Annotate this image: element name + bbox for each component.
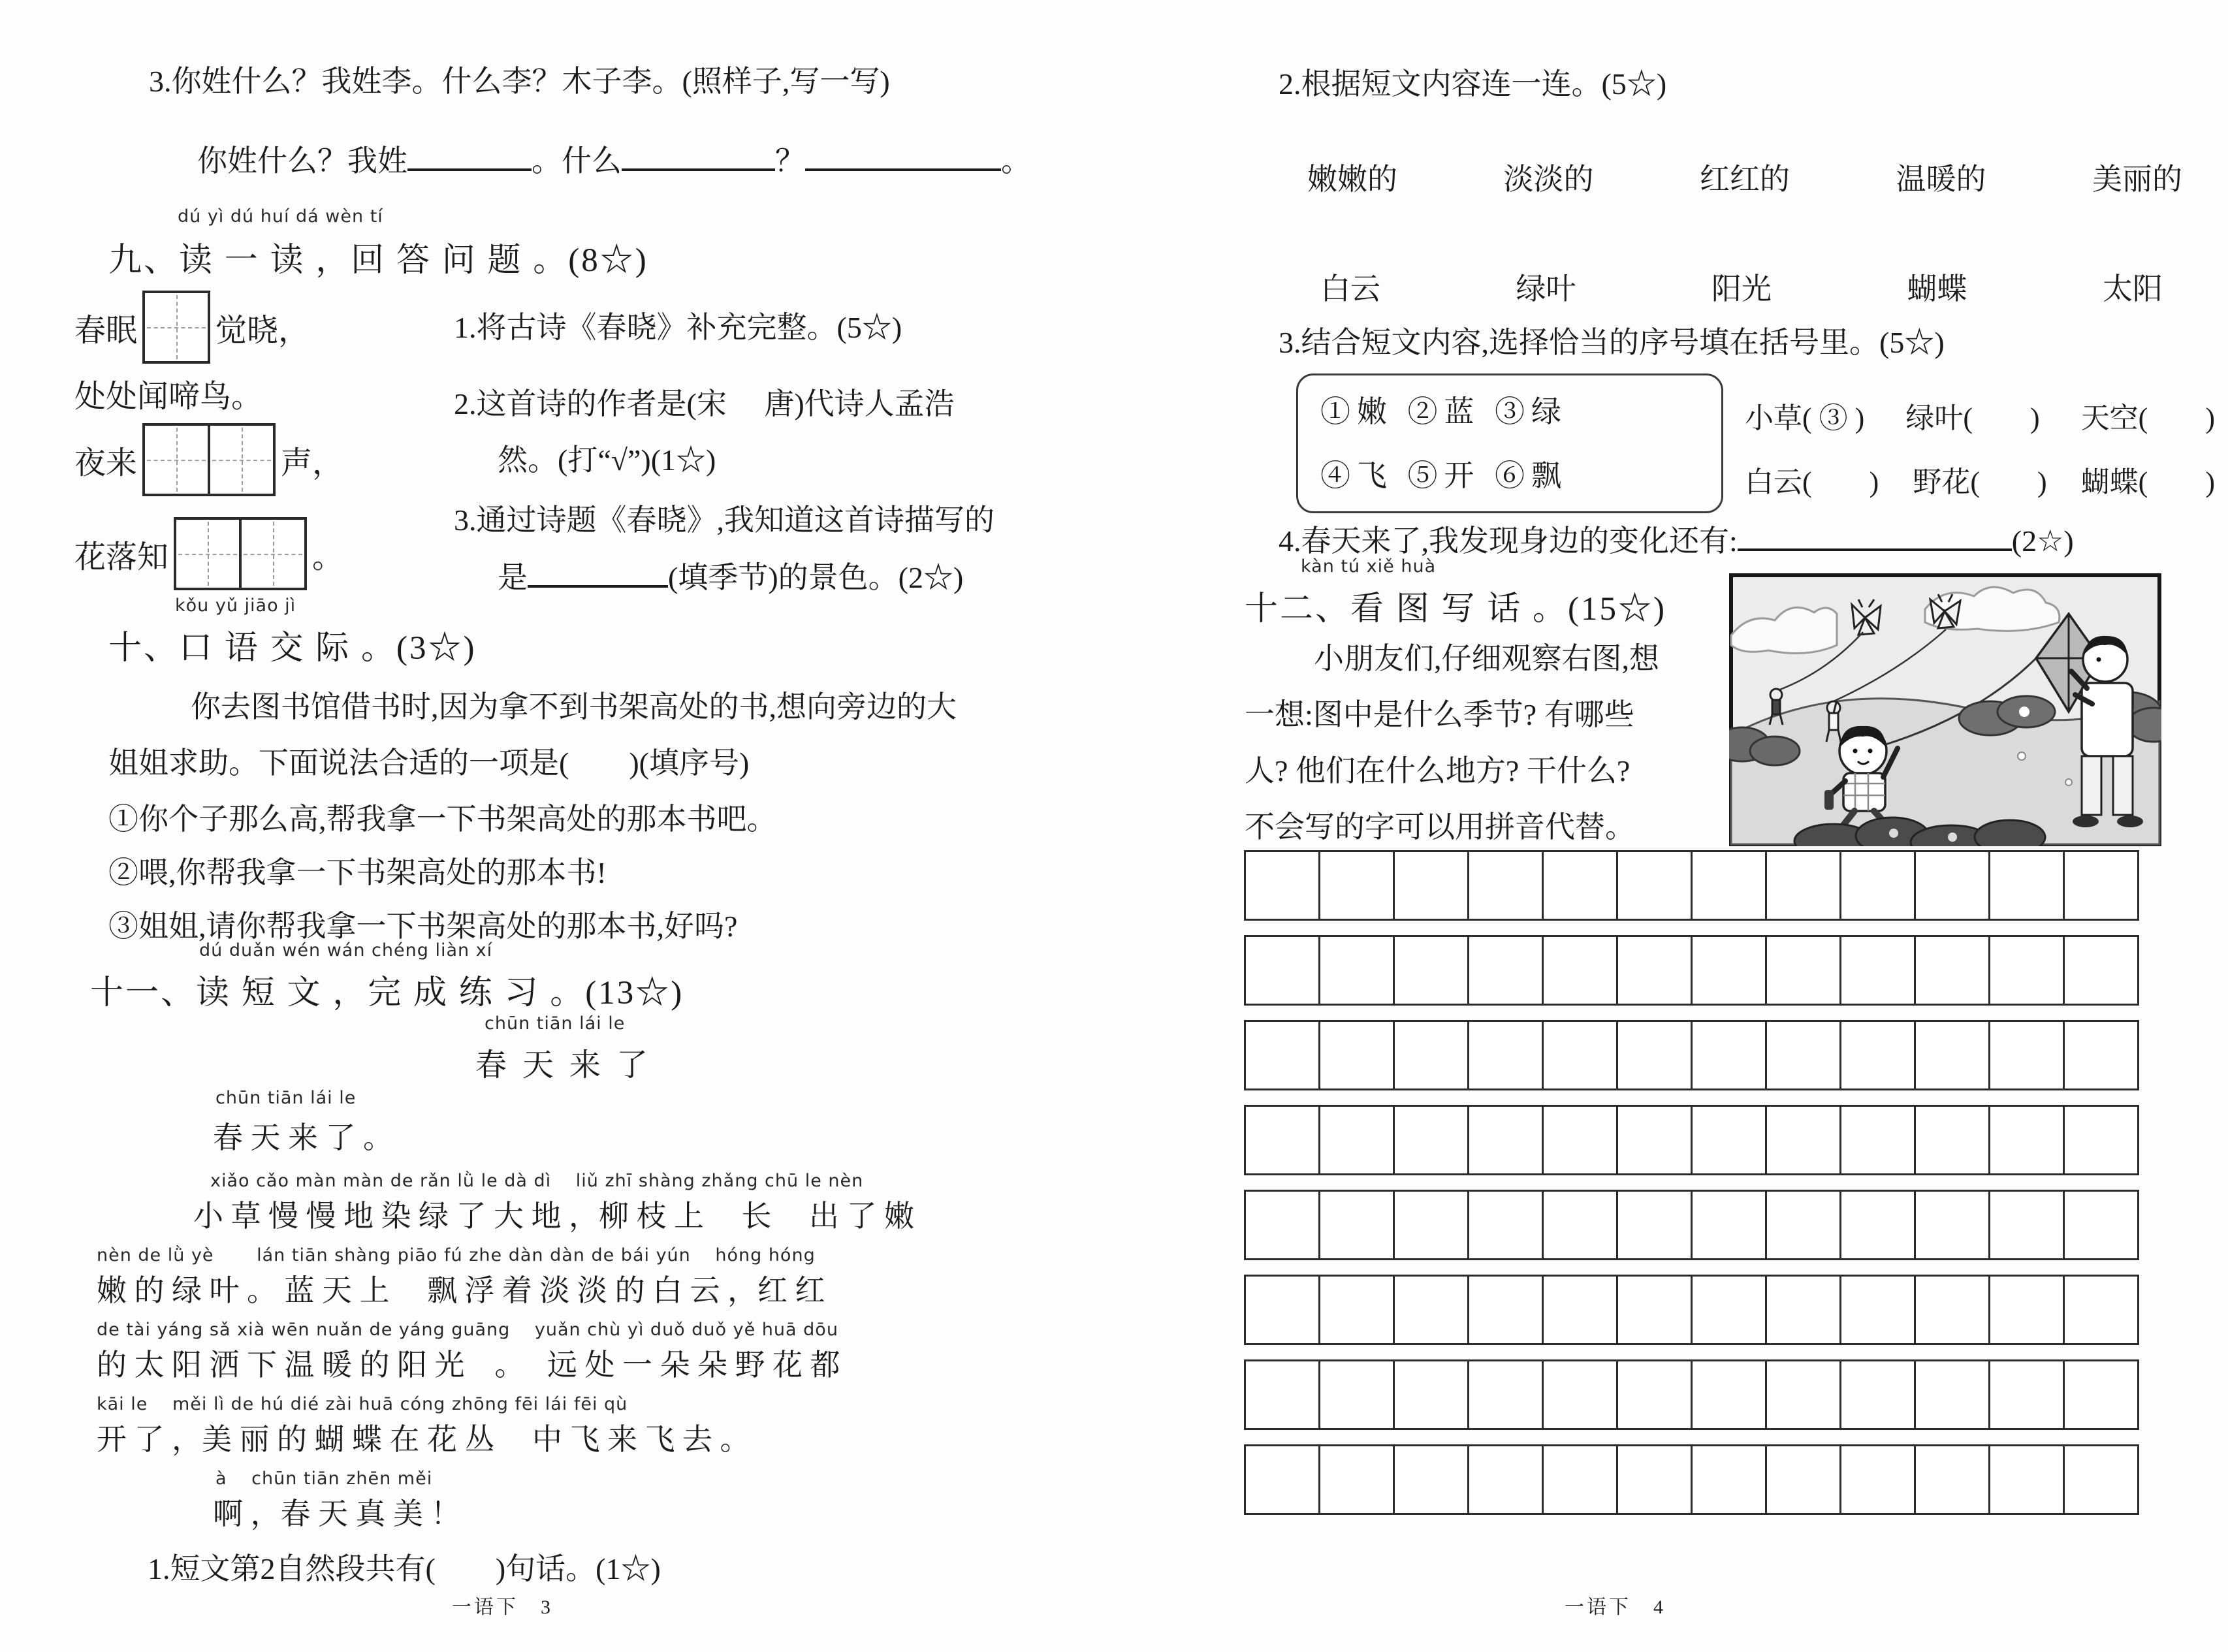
- fill-item[interactable]: 野花( ): [1913, 466, 2047, 498]
- grid-cell[interactable]: [1765, 1275, 1841, 1345]
- grid-cell[interactable]: [1691, 1190, 1767, 1260]
- grid-cell[interactable]: [1839, 850, 1916, 921]
- grid-cell[interactable]: [1914, 1444, 1990, 1515]
- q3-blank-3[interactable]: [805, 162, 1001, 171]
- grid-cell[interactable]: [1914, 1105, 1990, 1175]
- rq4-score: (2☆): [2011, 524, 2074, 558]
- choice-line-2: ④飞 ⑤开 ⑥飘: [1320, 459, 1568, 492]
- grid-cell[interactable]: [1691, 1444, 1767, 1515]
- grid-cell[interactable]: [1691, 850, 1767, 921]
- section12-title: 十二、看 图 写 话 。(15☆): [1245, 591, 1666, 627]
- section10-intro-line1: 你去图书馆借书时,因为拿不到书架高处的书,想向旁边的大: [191, 690, 957, 723]
- grid-cell[interactable]: [1988, 1105, 2065, 1175]
- essay-line5-pinyin: à chūn tiān zhēn měi: [215, 1469, 433, 1489]
- grid-cell[interactable]: [1318, 1020, 1395, 1090]
- grid-row: [1244, 1105, 2139, 1175]
- rq3-title: 3.结合短文内容,选择恰当的序号填在括号里。(5☆): [1279, 326, 1945, 359]
- essay-line3-pinyin: de tài yáng sǎ xià wēn nuǎn de yáng guāng yuǎn chù yì duǒ duǒ yě huā dōu: [97, 1320, 838, 1340]
- fill-item[interactable]: 天空( ): [2080, 402, 2215, 434]
- grid-cell[interactable]: [2063, 935, 2139, 1006]
- grid-cell[interactable]: [1914, 850, 1990, 921]
- section10-option-3: ③姐姐,请你帮我拿一下书架高处的那本书,好吗?: [108, 910, 738, 943]
- grid-cell[interactable]: [1988, 1444, 2065, 1515]
- grid-cell[interactable]: [1393, 1105, 1469, 1175]
- grid-cell[interactable]: [1244, 935, 1320, 1006]
- writing-grid: [1244, 850, 2139, 1515]
- grid-cell[interactable]: [1244, 1020, 1320, 1090]
- grid-cell[interactable]: [1244, 1275, 1320, 1345]
- grid-cell[interactable]: [1691, 935, 1767, 1006]
- grid-cell[interactable]: [1318, 1359, 1395, 1430]
- grid-cell[interactable]: [1467, 1020, 1544, 1090]
- poem-l4-post: 。: [312, 539, 344, 575]
- grid-cell[interactable]: [1467, 935, 1544, 1006]
- grid-cell[interactable]: [1616, 1275, 1693, 1345]
- section9-q1: 1.将古诗《春晓》补充完整。(5☆): [454, 311, 902, 344]
- grid-cell[interactable]: [1839, 1444, 1916, 1515]
- section12-pinyin: kàn tú xiě huà: [1301, 556, 1437, 577]
- grid-cell[interactable]: [1988, 935, 2065, 1006]
- grid-cell[interactable]: [1467, 1444, 1544, 1515]
- grid-cell[interactable]: [1318, 1275, 1395, 1345]
- q3-fill-text-a: 你姓什么？我姓: [197, 144, 407, 178]
- fill-item[interactable]: 小草( ③ ): [1745, 402, 1865, 434]
- grid-row: [1244, 935, 2139, 1006]
- section9-q3-line1: 3.通过诗题《春晓》,我知道这首诗描写的: [454, 503, 995, 537]
- grid-cell[interactable]: [1393, 935, 1469, 1006]
- grid-cell[interactable]: [1393, 850, 1469, 921]
- grid-cell[interactable]: [1542, 1359, 1618, 1430]
- poem-box-5[interactable]: [239, 517, 307, 590]
- connect-word[interactable]: 绿叶: [1516, 272, 1576, 306]
- grid-cell[interactable]: [1691, 1105, 1767, 1175]
- grid-cell[interactable]: [1244, 1444, 1320, 1515]
- season-blank[interactable]: [528, 579, 668, 588]
- q3-fill-line: [197, 137, 1031, 180]
- essay-line2-text: 嫩 的 绿 叶 。 蓝 天 上 飘 浮 着 淡 淡 的 白 云 ，红 红: [97, 1274, 825, 1307]
- grid-cell[interactable]: [1244, 850, 1320, 921]
- poem-l1-pre: 春眠: [74, 313, 138, 348]
- essay-line3-text: 的 太 阳 洒 下 温 暖 的 阳 光 。 远 处 一 朵 朵 野 花 都: [97, 1348, 840, 1382]
- grid-cell[interactable]: [1616, 1444, 1693, 1515]
- grid-cell[interactable]: [1691, 1359, 1767, 1430]
- grid-cell[interactable]: [1914, 1275, 1990, 1345]
- section12-line3: 人? 他们在什么地方? 干什么?: [1245, 754, 1631, 787]
- connect-word[interactable]: 淡淡的: [1503, 163, 1594, 196]
- grid-cell[interactable]: [1691, 1275, 1767, 1345]
- connect-words-bottom: [1320, 265, 2163, 308]
- poem-line-3: [74, 423, 343, 496]
- grid-cell[interactable]: [1616, 850, 1693, 921]
- connect-word[interactable]: 嫩嫩的: [1307, 163, 1397, 196]
- essay-line2-pinyin: nèn de lǜ yè lán tiān shàng piāo fú zhe dàn dàn de bái yún hóng hóng: [97, 1245, 816, 1265]
- grid-cell[interactable]: [1467, 1190, 1544, 1260]
- section9-pinyin: dú yì dú huí dá wèn tí: [178, 206, 383, 227]
- q3-blank-1[interactable]: [407, 162, 532, 171]
- grid-cell[interactable]: [1393, 1359, 1469, 1430]
- poem-l4-pre: 花落知: [74, 539, 169, 575]
- section9-q3-line2: [498, 554, 963, 597]
- page-footer-left: 一语下 3: [452, 1596, 553, 1618]
- grid-cell[interactable]: [1765, 1190, 1841, 1260]
- section12-line4: 不会写的字可以用拼音代替。: [1245, 810, 1635, 844]
- grid-cell[interactable]: [1542, 1275, 1618, 1345]
- section10-pinyin: kǒu yǔ jiāo jì: [175, 596, 296, 616]
- grid-cell[interactable]: [2063, 1020, 2139, 1090]
- grid-cell[interactable]: [2063, 1359, 2139, 1430]
- section11-title: 十一、读 短 文 ，完 成 练 习 。(13☆): [90, 975, 684, 1011]
- fill-row-1: [1745, 394, 2215, 436]
- essay-line5-text: 啊 ，春 天 真 美 ！: [213, 1497, 461, 1531]
- connect-word[interactable]: 温暖的: [1896, 163, 1986, 196]
- grid-cell[interactable]: [1393, 1020, 1469, 1090]
- essay-para0-text: 春 天 来 了 。: [213, 1121, 393, 1154]
- connect-words-top: [1307, 155, 2182, 199]
- grid-cell[interactable]: [1988, 1275, 2065, 1345]
- poem-l3-pre: 夜来: [74, 445, 138, 481]
- fill-item[interactable]: 蝴蝶( ): [2080, 466, 2215, 498]
- grid-cell[interactable]: [1244, 1359, 1320, 1430]
- grid-cell[interactable]: [1914, 935, 1990, 1006]
- grid-cell[interactable]: [1318, 935, 1395, 1006]
- q3-fill-text-c: ？: [775, 144, 805, 178]
- grid-cell[interactable]: [1765, 1105, 1841, 1175]
- q3-blank-2[interactable]: [622, 162, 775, 171]
- grid-cell[interactable]: [1393, 1444, 1469, 1515]
- grid-cell[interactable]: [2063, 1190, 2139, 1260]
- grid-cell[interactable]: [1467, 1359, 1544, 1430]
- grid-cell[interactable]: [1988, 1020, 2065, 1090]
- rq4-blank[interactable]: [1738, 542, 2012, 551]
- grid-cell[interactable]: [1765, 935, 1841, 1006]
- grid-row: [1244, 1275, 2139, 1345]
- grid-cell[interactable]: [1616, 935, 1693, 1006]
- grid-cell[interactable]: [1542, 1190, 1618, 1260]
- poem-line-4: [74, 517, 343, 590]
- grid-cell[interactable]: [1616, 1105, 1693, 1175]
- grid-cell[interactable]: [1318, 850, 1395, 921]
- season-post: (填季节)的景色。(2☆): [668, 561, 964, 594]
- grid-cell[interactable]: [1839, 1105, 1916, 1175]
- grid-row: [1244, 1020, 2139, 1090]
- section10-intro-line2: 姐姐求助。下面说法合适的一项是( )(填序号): [108, 746, 750, 780]
- connect-word[interactable]: 蝴蝶: [1907, 272, 1967, 306]
- grid-cell[interactable]: [1244, 1105, 1320, 1175]
- grid-cell[interactable]: [1914, 1020, 1990, 1090]
- grid-cell[interactable]: [1393, 1190, 1469, 1260]
- essay-para0-pinyin: chūn tiān lái le: [215, 1088, 357, 1108]
- q3-fill-text-b: 。什么: [532, 144, 622, 178]
- page-footer-right: 一语下 4: [1565, 1596, 1666, 1618]
- grid-cell[interactable]: [1318, 1105, 1395, 1175]
- essay-title-pinyin: chūn tiān lái le: [485, 1013, 626, 1034]
- poem-l1-post: 觉晓，: [215, 313, 310, 348]
- grid-row: [1244, 1359, 2139, 1430]
- essay-line4-pinyin: kāi le měi lì de hú dié zài huā cóng zhōng fēi lái fēi qù: [97, 1394, 628, 1414]
- grid-cell[interactable]: [1839, 1190, 1916, 1260]
- section10-option-2: ②喂,你帮我拿一下书架高处的那本书!: [108, 856, 607, 889]
- grid-cell[interactable]: [1914, 1359, 1990, 1430]
- grid-cell[interactable]: [1988, 1359, 2065, 1430]
- rq4-line: [1279, 517, 2074, 560]
- poem-box-3[interactable]: [208, 423, 276, 496]
- grid-cell[interactable]: [1318, 1190, 1395, 1260]
- grid-cell[interactable]: [1244, 1190, 1320, 1260]
- section12-line1: 小朋友们,仔细观察右图,想: [1314, 642, 1659, 675]
- grid-row: [1244, 1444, 2139, 1515]
- kite-flying-illustration: [1729, 573, 2161, 846]
- essay-line1-pinyin: xiǎo cǎo màn màn de rǎn lǜ le dà dì liǔ zhī shàng zhǎng chū le nèn: [210, 1171, 864, 1191]
- grid-cell[interactable]: [1542, 1020, 1618, 1090]
- season-pre: 是: [498, 561, 528, 594]
- section10-title: 十、口 语 交 际 。(3☆): [108, 630, 477, 667]
- fill-item[interactable]: 绿叶( ): [1905, 402, 2040, 434]
- grid-cell[interactable]: [1542, 850, 1618, 921]
- section9-q2-line1: 2.这首诗的作者是(宋 唐)代诗人孟浩: [454, 387, 955, 421]
- grid-cell[interactable]: [1914, 1190, 1990, 1260]
- grid-cell[interactable]: [1616, 1359, 1693, 1430]
- fill-item[interactable]: 白云( ): [1745, 466, 1879, 498]
- grid-cell[interactable]: [1839, 1020, 1916, 1090]
- essay-line1-text: 小 草 慢 慢 地 染 绿 了 大 地 ，柳 枝 上 长 出 了 嫩: [193, 1199, 914, 1233]
- grid-cell[interactable]: [1542, 1105, 1618, 1175]
- grid-cell[interactable]: [1839, 1275, 1916, 1345]
- grid-row: [1244, 850, 2139, 921]
- section9-title: 九、读 一 读 ，回 答 问 题 。(8☆): [108, 242, 648, 279]
- grid-cell[interactable]: [2063, 1275, 2139, 1345]
- grid-cell[interactable]: [1765, 850, 1841, 921]
- grid-cell[interactable]: [1988, 850, 2065, 921]
- grid-cell[interactable]: [2063, 1105, 2139, 1175]
- grid-cell[interactable]: [1765, 1444, 1841, 1515]
- connect-word[interactable]: 太阳: [2103, 272, 2163, 306]
- grid-cell[interactable]: [1467, 1105, 1544, 1175]
- section12-line2: 一想:图中是什么季节? 有哪些: [1245, 698, 1634, 731]
- section11-pinyin: dú duǎn wén wán chéng liàn xí: [199, 940, 493, 961]
- grid-cell[interactable]: [1765, 1359, 1841, 1430]
- essay-title: 春 天 来 了: [475, 1048, 652, 1083]
- fill-row-2: [1745, 458, 2215, 500]
- q3-sentence-model: 3.你姓什么？我姓李。什么李？木子李。(照样子,写一写): [149, 65, 890, 98]
- poem-box-4[interactable]: [174, 517, 242, 590]
- connect-word[interactable]: 美丽的: [2092, 163, 2182, 196]
- essay-line4-text: 开 了 ，美 丽 的 蝴 蝶 在 花 丛 中 飞 来 飞 去 。: [97, 1423, 750, 1456]
- grid-cell[interactable]: [2063, 850, 2139, 921]
- grid-cell[interactable]: [1616, 1190, 1693, 1260]
- connect-word[interactable]: 红红的: [1700, 163, 1790, 196]
- section10-option-1: ①你个子那么高,帮我拿一下书架高处的那本书吧。: [108, 802, 777, 836]
- poem-l3-post: 声，: [281, 445, 344, 481]
- grid-cell[interactable]: [1988, 1190, 2065, 1260]
- rq2-title: 2.根据短文内容连一连。(5☆): [1279, 67, 1667, 101]
- grid-cell[interactable]: [2063, 1444, 2139, 1515]
- poem-box-1[interactable]: [142, 291, 210, 364]
- poem-box-2[interactable]: [142, 423, 210, 496]
- section9-q2-line2: 然。(打“√”)(1☆): [498, 443, 716, 477]
- rq4-text: 4.春天来了,我发现身边的变化还有:: [1279, 524, 1738, 558]
- choice-line-1: ①嫩 ②蓝 ③绿: [1320, 395, 1568, 428]
- grid-cell[interactable]: [1839, 935, 1916, 1006]
- grid-cell[interactable]: [1467, 1275, 1544, 1345]
- grid-cell[interactable]: [1839, 1359, 1916, 1430]
- section11-q1: 1.短文第2自然段共有( )句话。(1☆): [148, 1552, 661, 1585]
- q3-fill-text-d: 。: [1001, 144, 1031, 178]
- grid-cell[interactable]: [1393, 1275, 1469, 1345]
- grid-cell[interactable]: [1616, 1020, 1693, 1090]
- grid-row: [1244, 1190, 2139, 1260]
- grid-cell[interactable]: [1318, 1444, 1395, 1515]
- grid-cell[interactable]: [1467, 850, 1544, 921]
- grid-cell[interactable]: [1542, 935, 1618, 1006]
- connect-word[interactable]: 阳光: [1711, 272, 1772, 306]
- poem-line-2: 处处闻啼鸟。: [74, 379, 263, 414]
- grid-cell[interactable]: [1691, 1020, 1767, 1090]
- grid-cell[interactable]: [1765, 1020, 1841, 1090]
- poem-line-1: [74, 291, 310, 364]
- connect-word[interactable]: 白云: [1320, 272, 1380, 306]
- grid-cell[interactable]: [1542, 1444, 1618, 1515]
